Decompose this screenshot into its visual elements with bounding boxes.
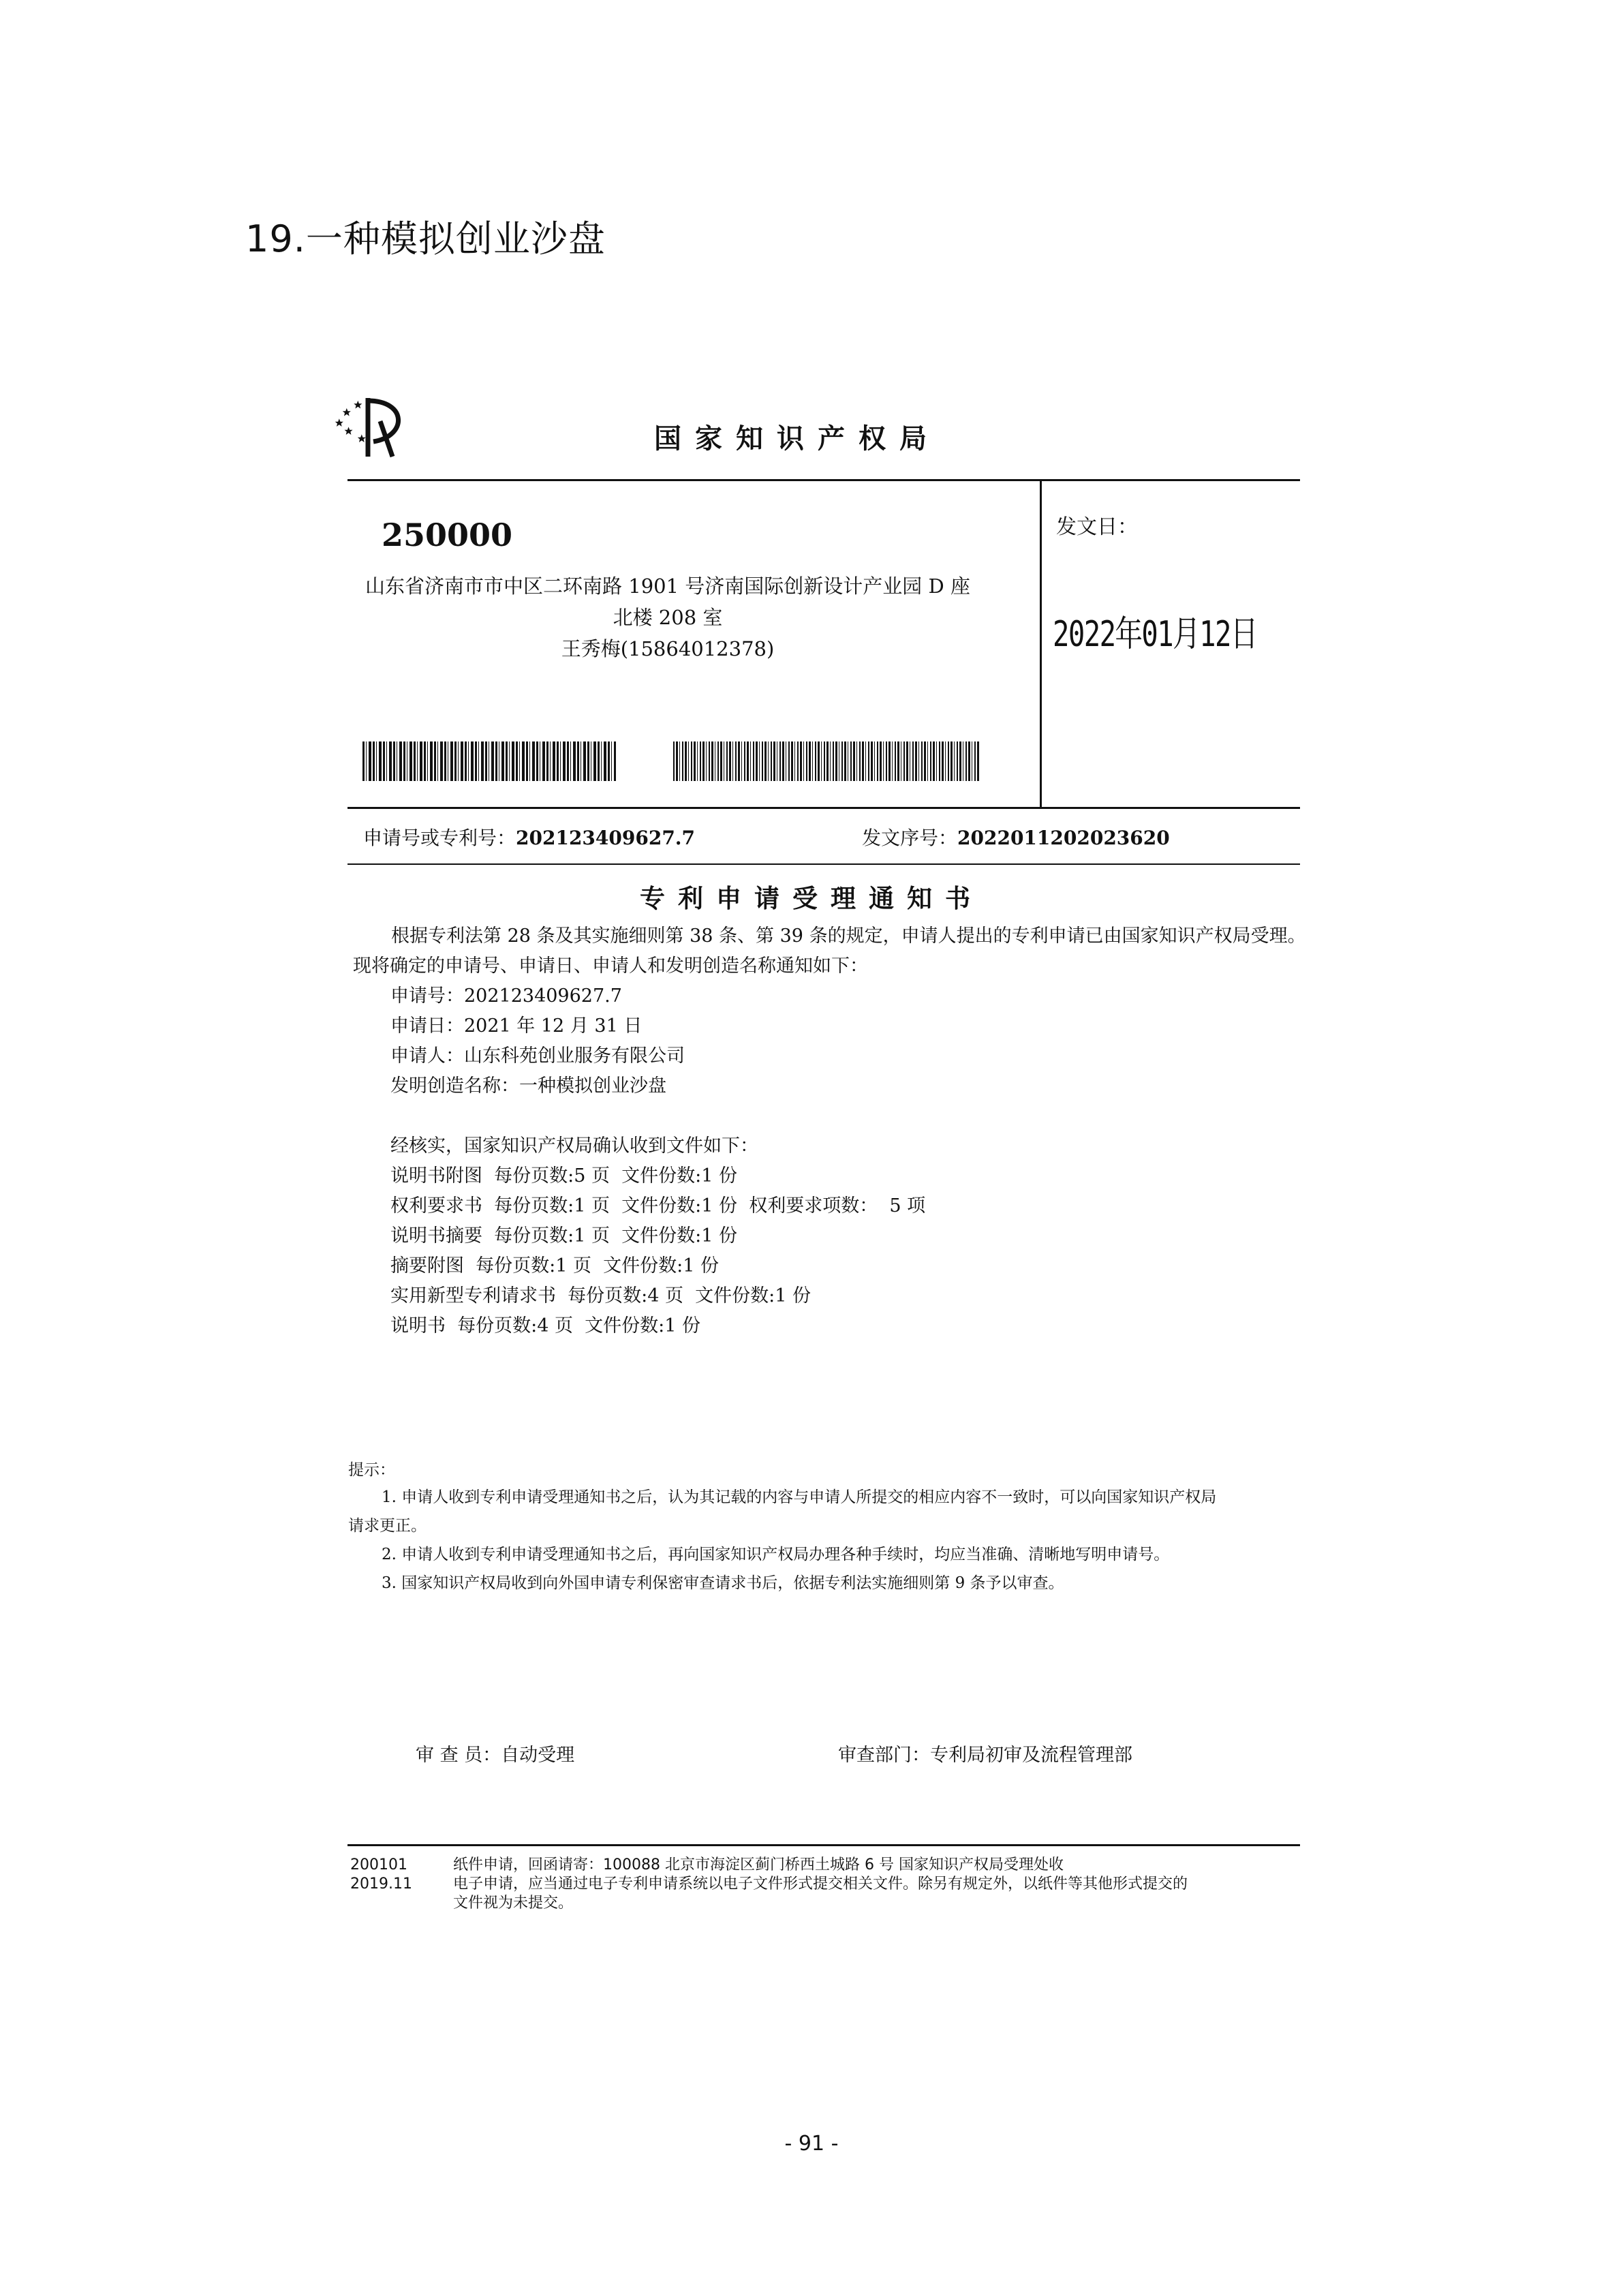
cnipa-logo-icon bbox=[326, 394, 414, 459]
tips-label: 提示： bbox=[348, 1461, 395, 1479]
document-item: 说明书附图 每份页数:5 页 文件份数:1 份 bbox=[390, 1165, 738, 1187]
address-line-2: 北楼 208 室 bbox=[613, 606, 723, 629]
application-number-label: 申请号或专利号： bbox=[363, 827, 516, 849]
field-filing-date: 申请日：2021 年 12 月 31 日 bbox=[390, 1015, 643, 1037]
serial-number-row bbox=[862, 823, 1170, 851]
document-item: 说明书摘要 每份页数:1 页 文件份数:1 份 bbox=[390, 1225, 738, 1246]
footer-divider bbox=[347, 1844, 1300, 1846]
issue-date-label: 发文日： bbox=[1056, 515, 1138, 539]
section-heading: 19.一种模拟创业沙盘 bbox=[245, 217, 606, 260]
postcode: 250000 bbox=[382, 517, 513, 553]
field-invention-name: 发明创造名称：一种模拟创业沙盘 bbox=[390, 1075, 666, 1097]
document-item: 说明书 每份页数:4 页 文件份数:1 份 bbox=[390, 1315, 701, 1336]
tip-item: 2. 申请人收到专利申请受理通知书之后，再向国家知识产权局办理各种手续时，均应当准确、清晰地写明申请号。 bbox=[382, 1546, 1170, 1563]
address-line-1: 山东省济南市市中区二环南路 1901 号济南国际创新设计产业园 D 座 bbox=[365, 575, 970, 598]
meta-divider bbox=[347, 863, 1300, 865]
document-item: 摘要附图 每份页数:1 页 文件份数:1 份 bbox=[390, 1255, 720, 1276]
page-number: - 91 - bbox=[784, 2132, 839, 2156]
office-name: 国家知识产权局 bbox=[654, 423, 940, 455]
serial-number-label: 发文序号： bbox=[862, 827, 958, 849]
issue-date: 2022年01月12日 bbox=[1053, 614, 1257, 655]
barcode-right bbox=[673, 741, 980, 781]
examiner: 审 查 员：自动受理 bbox=[416, 1745, 575, 1766]
top-divider bbox=[347, 479, 1300, 481]
field-application-number: 申请号：202123409627.7 bbox=[390, 985, 622, 1007]
footer-line-3: 文件视为未提交。 bbox=[453, 1895, 574, 1912]
tip-item: 3. 国家知识产权局收到向外国申请专利保密审查请求书后，依据专利法实施细则第 9 条予以审查。 bbox=[382, 1574, 1064, 1592]
application-number: 202123409627.7 bbox=[516, 827, 696, 849]
examination-department: 审查部门：专利局初审及流程管理部 bbox=[838, 1745, 1132, 1766]
document-item: 实用新型专利请求书 每份页数:4 页 文件份数:1 份 bbox=[390, 1285, 812, 1306]
tip-item-continued: 请求更正。 bbox=[348, 1517, 427, 1535]
notice-title: 专利申请受理通知书 bbox=[640, 884, 983, 913]
document-item: 权利要求书 每份页数:1 页 文件份数:1 份 权利要求项数： 5 项 bbox=[390, 1195, 926, 1216]
tip-item: 1. 申请人收到专利申请受理通知书之后，认为其记载的内容与申请人所提交的相应内容不一致时，可以向国家知识产权局 bbox=[382, 1488, 1217, 1506]
serial-number: 2022011202023620 bbox=[957, 827, 1170, 849]
form-version: 2019.11 bbox=[350, 1876, 412, 1893]
footer-line-2: 电子申请，应当通过电子专利申请系统以电子文件形式提交相关文件。除另有规定外，以纸件等其他形式提交的 bbox=[453, 1876, 1188, 1893]
middle-divider bbox=[347, 807, 1300, 809]
barcode-left bbox=[362, 741, 616, 781]
verification-heading: 经核实，国家知识产权局确认收到文件如下： bbox=[390, 1135, 758, 1157]
recipient: 王秀梅(15864012378) bbox=[561, 637, 775, 660]
vertical-divider bbox=[1040, 479, 1042, 808]
form-code: 200101 bbox=[350, 1856, 407, 1873]
field-applicant: 申请人：山东科苑创业服务有限公司 bbox=[390, 1045, 685, 1067]
footer-line-1: 纸件申请，回函请寄：100088 北京市海淀区蓟门桥西土城路 6 号 国家知识产权局受理处收 bbox=[453, 1856, 1064, 1873]
application-number-row bbox=[363, 823, 695, 851]
intro-paragraph: 根据专利法第 28 条及其实施细则第 38 条、第 39 条的规定，申请人提出的专利申请已由国家知识产权局受理。现将确定的申请号、申请日、申请人和发明创造名称通知如下： bbox=[353, 925, 1306, 977]
